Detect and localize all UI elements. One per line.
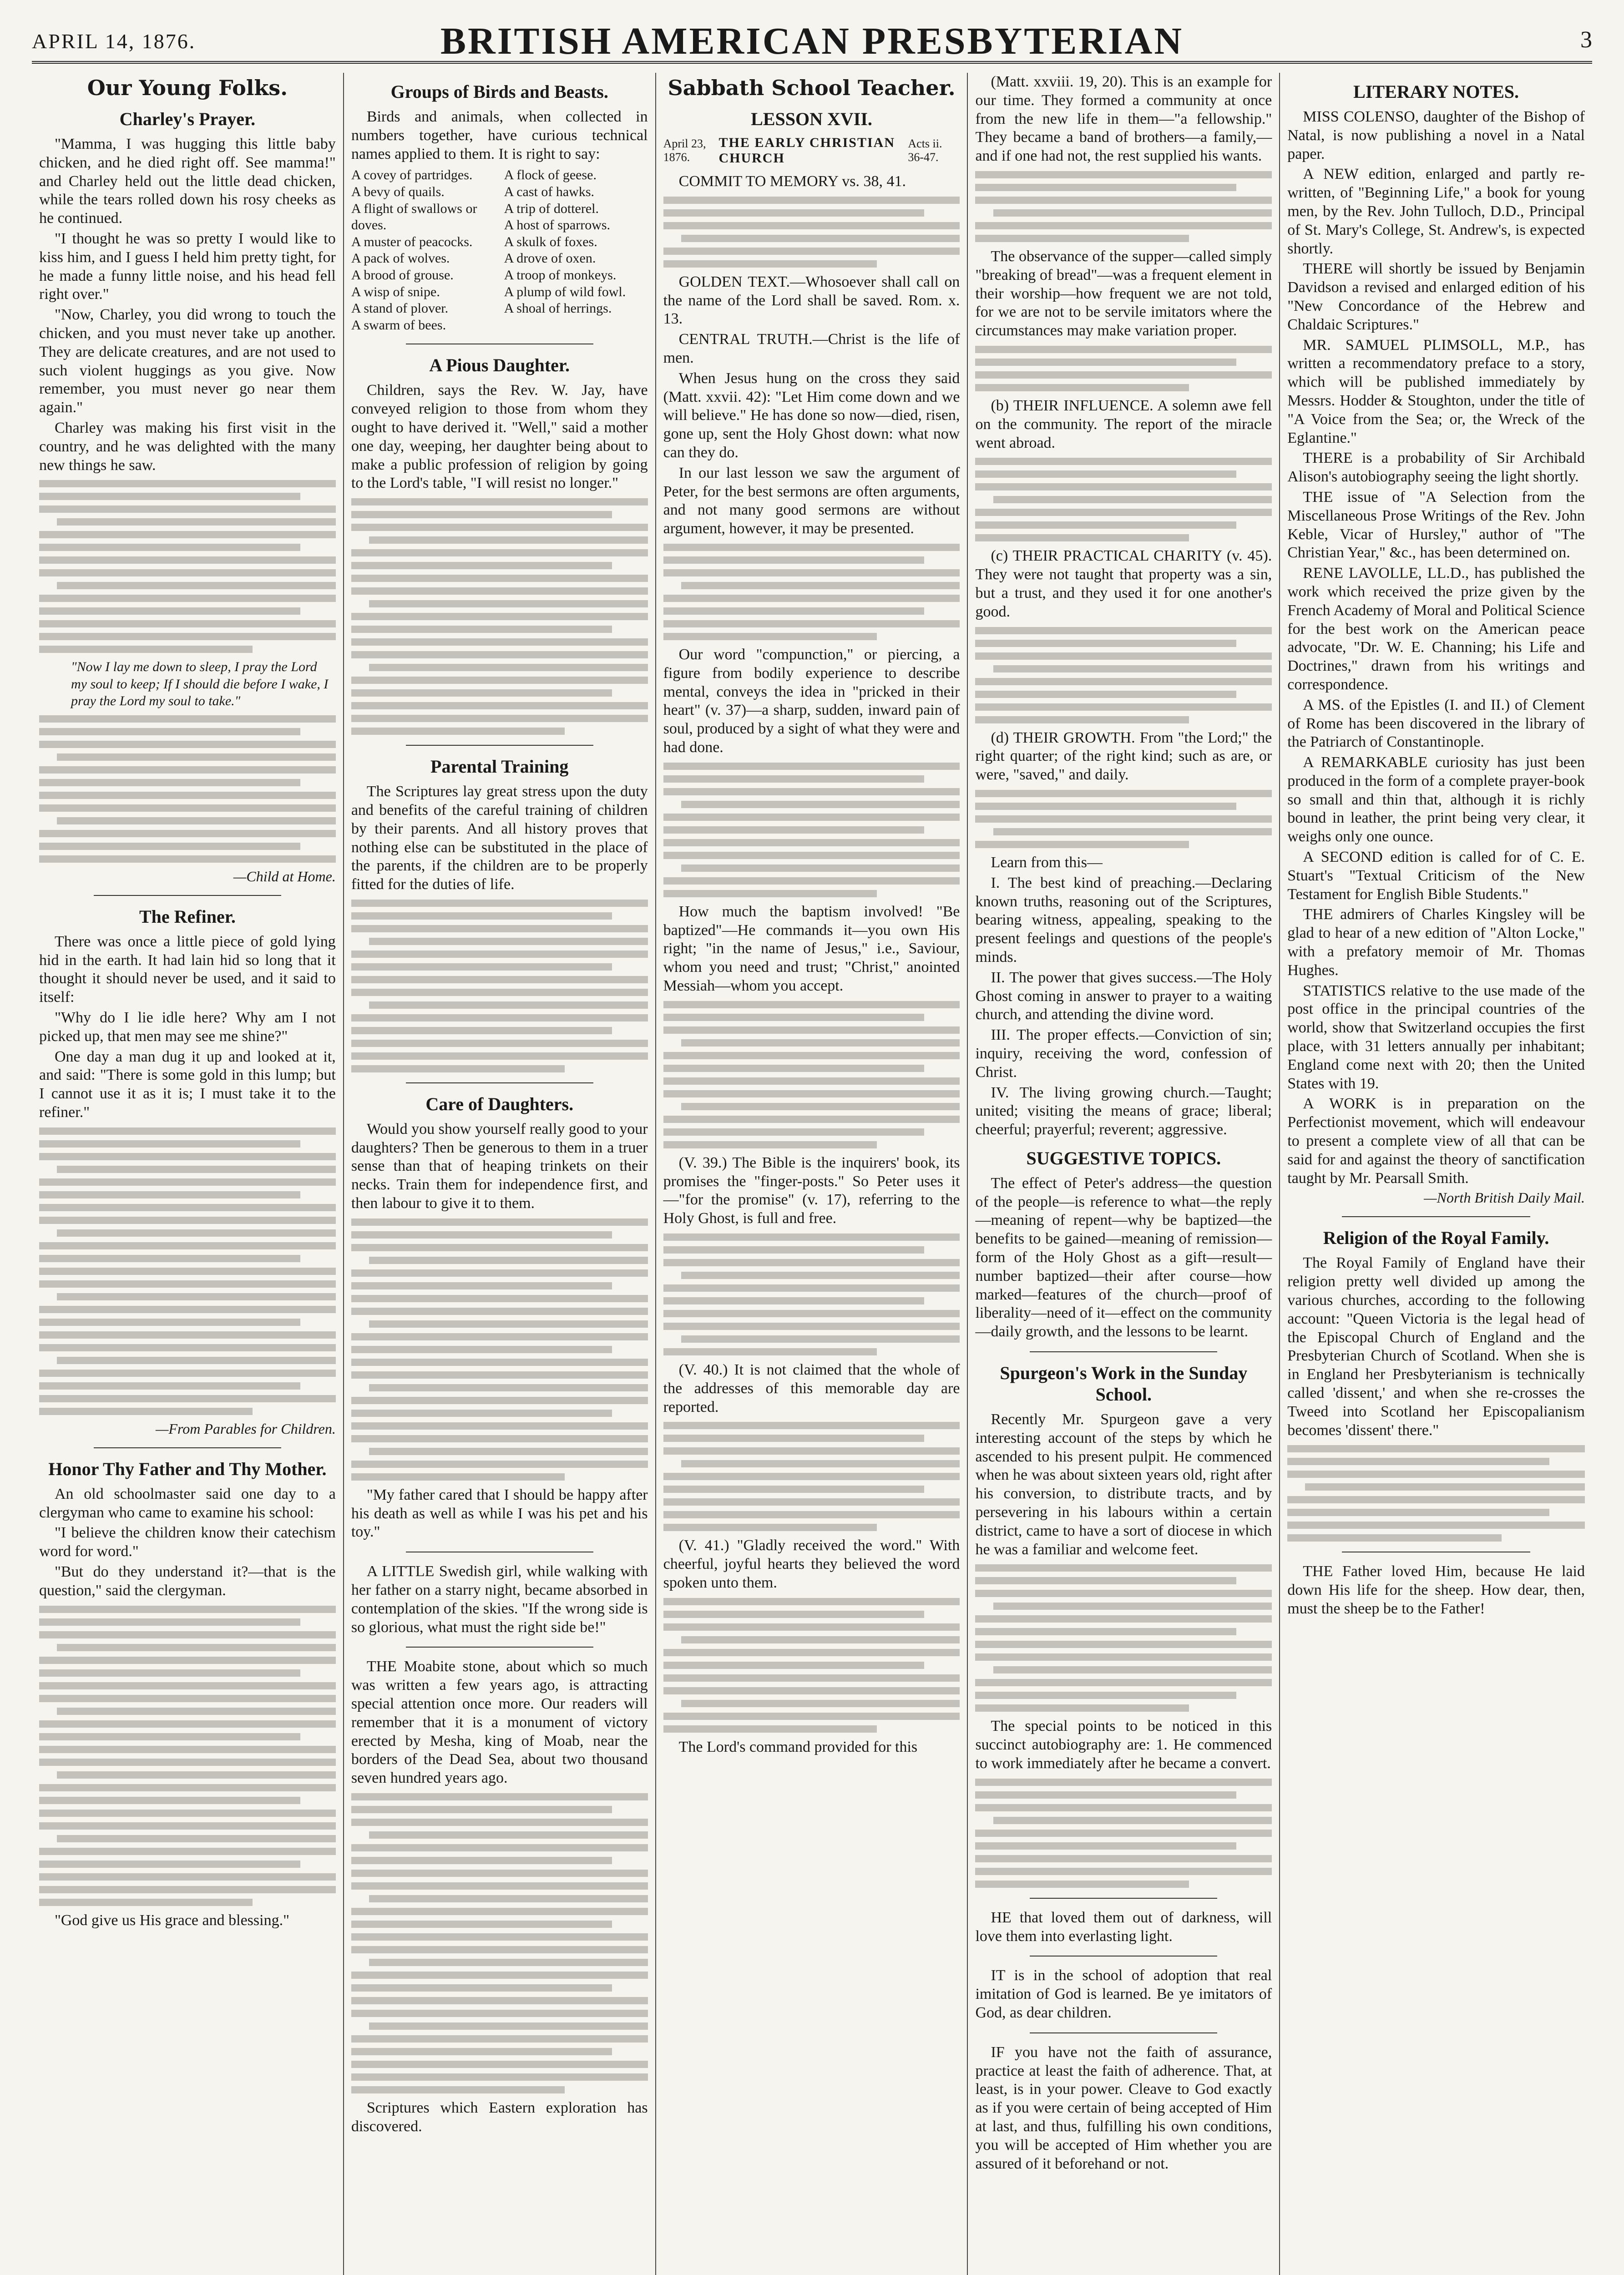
list-item: A covey of partridges. [351,167,473,183]
paragraph: STATISTICS relative to the use made of the post office in the principal countries of the world, show that Switzerland occupies the first place, with 31 letters annually per inhabitant; England come next with 20; then the United States with 19. [1287,982,1585,1092]
lesson-topic: THE EARLY CHRISTIAN CHURCH [718,135,895,166]
list-item: A drove of oxen. [504,251,596,266]
paragraph: (Matt. xxviii. 19, 20). This is an example for our time. They formed a community at once from the new life in them—"a fellowship." They became a band of brothers—a family,—and if one had not, the rest supplied his wants. [975,73,1272,165]
list-item: A shoal of herrings. [504,301,612,316]
paragraph: Charley was making his first visit in the country, and he was delighted with the many new things he saw. [39,419,336,474]
paragraph: Would you show yourself really good to your daughters? Then be generous to them in a truer sense than that of heaping trinkets on their necks. Train them for independence first, and then labour to give it to them. [351,1120,648,1212]
text-lines [975,171,1272,242]
paragraph: A MS. of the Epistles (I. and II.) of Clement of Rome has been discovered in the library of the Patriarch of Constantinople. [1287,696,1585,751]
paragraph: IV. The living growing church.—Taught; united; visiting the means of grace; liberal; cheerful; prayerful; reverent; aggressive. [975,1084,1272,1138]
paragraph: "I thought he was so pretty I would like to kiss him, and I guess I held him pretty tight, for he made a funny little noise, and his head fell right over." [39,230,336,303]
divider [1030,2032,1217,2033]
paragraph: (V. 41.) "Gladly received the word." With cheerful, joyful hearts they believed the word spoken unto them. [663,1537,960,1591]
paragraph: A NEW edition, enlarged and partly re-written, of "Beginning Life," a book for young men, by the Rev. John Tulloch, D.D., Principal of St. Mary's College, St. Andrew's, is expected shortly. [1287,166,1585,257]
column-5 [1280,73,1592,2275]
page-number: 3 [1580,27,1592,53]
newspaper-title: BRITISH AMERICAN PRESBYTERIAN [440,20,1184,62]
paragraph: II. The power that gives success.—The Holy Ghost coming in answer to prayer to a waiting church, and attending the divine word. [975,969,1272,1023]
paragraph: THE Father loved Him, because He laid down His life for the sheep. How dear, then, must the sheep be to the Father! [1287,1563,1585,1617]
article-title-birds-beasts: Groups of Birds and Beasts. [390,81,608,102]
paragraph: A WORK is in preparation on the Perfectionist movement, which will endeavour to present a complete view of all that can be said for and against the theory of sanctification taught by Mr. Pearsall Smith. [1287,1095,1585,1187]
divider [406,745,593,746]
divider [406,1082,593,1083]
column-2 [344,73,656,2275]
article-title-charleys-prayer: Charley's Prayer. [119,109,256,129]
lesson-date: April 23, 1876. [663,137,706,164]
text-lines [351,498,648,735]
article-title-honor-father: Honor Thy Father and Thy Mother. [48,1458,327,1479]
article-title-spurgeon: Spurgeon's Work in the Sunday School. [1000,1363,1248,1405]
paragraph: IF you have not the faith of assurance, practice at least the faith of adherence. That, at least, is in your power. Cleave to God exactly as if you were certain of being accepted of Him at last, and thus, fulfilling his own conditions, you will be accepted of Him whether you are assured of it beforehand or not. [975,2043,1272,2172]
text-lines [39,1127,336,1415]
suggestive-topics-heading: SUGGESTIVE TOPICS. [1026,1148,1221,1168]
divider [94,895,281,896]
paragraph: "My father cared that I should be happy after his death as well as while I was his pet and his toy." [351,1486,648,1541]
text-lines [975,458,1272,541]
column-1 [32,73,344,2275]
paragraph: Children, says the Rev. W. Jay, have conveyed religion to those from whom they ought to have derived it. "Well," said a mother one day, weeping, her daughter being about to make a public profession of religion by going to the Lord's table, "I will resist no longer." [351,382,648,492]
list-item: A bevy of quails. [351,184,445,199]
paragraph: Birds and animals, when collected in numbers together, have curious technical names applied to them. It is right to say: [351,108,648,162]
text-lines [663,1422,960,1531]
text-lines [39,715,336,863]
divider [406,1647,593,1648]
paragraph: An old schoolmaster said one day to a clergyman who came to examine his school: [39,1485,336,1521]
text-lines [975,790,1272,848]
paragraph: THERE is a probability of Sir Archibald Alison's autobiography seeing the light shortly. [1287,450,1585,485]
text-lines [663,763,960,897]
paragraph: "Mamma, I was hugging this little baby chicken, and he died right off. See mamma!" and Charley held out the little dead chicken, while the tears rolled down his rosy cheeks as he continued. [39,136,336,227]
prayer-verse: "Now I lay me down to sleep, I pray the Lord my soul to keep; If I should die before I wake, I pray the Lord my soul to take." [71,659,329,709]
list-item: A cast of hawks. [504,184,595,199]
paragraph: I. The best kind of preaching.—Declaring known truths, reasoning out of the Scriptures, bearing witness, appealing, speaking to the present feelings and questions of the people's minds. [975,874,1272,966]
list-item: A troop of monkeys. [504,267,617,283]
paragraph: THE admirers of Charles Kingsley will be glad to hear of a new edition of "Alton Locke," with a prefatory memoir of Mr. Thomas Hughes. [1287,906,1585,979]
list-item: A flock of geese. [504,167,597,183]
article-title-refiner: The Refiner. [139,906,236,927]
attribution: —Child at Home. [233,868,336,885]
list-item: A skulk of foxes. [504,234,597,249]
list-item: A plump of wild fowl. [504,284,626,299]
paragraph: RENE LAVOLLE, LL.D., has published the work which received the prize given by the French Academy of Moral and Political Science for the best work on the American peace advocate, "Dr. W. E. Channing; his Life and Doctrines," drawn from his writings and correspondence. [1287,565,1585,693]
list-item: A trip of dotterel. [504,201,599,216]
birds-list [351,167,648,334]
list-item: A muster of peacocks. [351,234,473,249]
paragraph: MISS COLENSO, daughter of the Bishop of Natal, is now publishing a novel in a Natal paper. [1287,108,1585,162]
paragraph: (V. 39.) The Bible is the inquirers' book, its promises the "finger-posts." So Peter uses it—"for the promise" (v. 17), referring to the Holy Ghost, is full and free. [663,1154,960,1227]
paragraph: CENTRAL TRUTH.—Christ is the life of men. [663,331,960,366]
paragraph: Learn from this— [991,854,1103,871]
divider [1342,1216,1530,1217]
paragraph: A SECOND edition is called for of C. E. Stuart's "Textual Criticism of the New Testament for English Bible Students." [1287,849,1585,903]
paragraph: In our last lesson we saw the argument of Peter, for the best sermons are often arguments, and not many good sermons are without argument, however, it may be presented. [663,464,960,537]
section-heading-literary-notes: LITERARY NOTES. [1353,81,1519,102]
text-lines [975,627,1272,723]
list-item: A pack of wolves. [351,251,450,266]
paragraph: "God give us His grace and blessing." [55,1911,289,1929]
paragraph: The Lord's command provided for this [678,1738,918,1755]
paragraph: "Now, Charley, you did wrong to touch the chicken, and you must never take up another. They are delicate creatures, and are not used to such violent huggings as you give. Now remember, you must never go near them again." [39,306,336,416]
text-lines [975,346,1272,391]
list-item: A stand of plover. [351,301,449,316]
section-heading-sabbath-school: Sabbath School Teacher. [668,76,956,100]
paragraph: A LITTLE Swedish girl, while walking with her father on a starry night, became absorbed in contemplation of the skies. "If the wrong side is so glorious, what must the right side be!" [351,1563,648,1636]
paragraph: "Why do I lie idle here? Why am I not picked up, that men may see me shine?" [39,1009,336,1045]
lesson-number: LESSON XVII. [751,109,872,129]
paragraph: The observance of the supper—called simply "breaking of bread"—was a frequent element in their worship—how frequent we are not told, for we are not to be servile imitators where the circumstances may make variation proper. [975,248,1272,339]
text-lines [39,1606,336,1906]
paragraph: The special points to be noticed in this succinct autobiography are: 1. He commenced to work immediately after he became a convert. [975,1718,1272,1772]
paragraph: MR. SAMUEL PLIMSOLL, M.P., has written a recommendatory preface to a story, which will be published immediately by Messrs. Hodder & Stoughton, under the title of "A Voice from the Sea; or, the Wreck of the Eglantine." [1287,336,1585,446]
paragraph: (b) THEIR INFLUENCE. A solemn awe fell on the community. The report of the miracle went abroad. [975,397,1272,451]
article-title-pious-daughter: A Pious Daughter. [429,355,570,376]
paragraph: (d) THEIR GROWTH. From "the Lord;" the right quarter; of the right kind; such as are, or were, "saved," and daily. [975,729,1272,784]
paragraph: III. The proper effects.—Conviction of sin; inquiry, receiving the word, confession of Christ. [975,1026,1272,1081]
paragraph: (c) THEIR PRACTICAL CHARITY (v. 45). They were not taught that property was a sin, but a trust, and they used it for one another's good. [975,547,1272,620]
paragraph: The effect of Peter's address—the question of the people—is reference to what—the reply—meaning of repent—why be baptized—the benefits to be gained—meaning of remission—form of the Holy Ghost as a gift—result—number baptized—their after course—how marked—features of the church—proof of liberality—need of it—effect on the community—daily growth, and the lessons to be learnt. [975,1174,1272,1340]
list-item: A flight of swallows or doves. [351,201,477,233]
attribution: —From Parables for Children. [155,1420,336,1437]
list-item: A brood of grouse. [351,267,454,283]
birds-list-right [504,167,648,334]
paragraph: How much the baptism involved! "Be baptized"—He commands it—you own His right; "in the name of Jesus," i.e., Saviour, whom you need and trust; "Christ," anointed Messiah—whom you accept. [663,903,960,994]
issue-date: APRIL 14, 1876. [32,30,196,53]
paragraph: COMMIT TO MEMORY vs. 38, 41. [678,173,906,190]
list-item: A swarm of bees. [351,317,446,333]
section-heading-young-folks: Our Young Folks. [87,76,288,100]
paragraph: One day a man dug it up and looked at it, and said: "There is some gold in this lump; but I cannot use it as it is; I must take it to the refiner." [39,1048,336,1121]
list-item: A host of sparrows. [504,217,611,233]
text-lines [663,1234,960,1355]
text-lines [1287,1445,1585,1542]
list-item: A wisp of snipe. [351,284,440,299]
paragraph: THE Moabite stone, about which so much was written a few years ago, is attracting special attention once more. Our readers will remember that it is a monument of victory erected by Mesha, king of Moab, near the borders of the Dead Sea, about two thousand seven hundred years ago. [351,1658,648,1787]
text-lines [663,1598,960,1733]
lesson-reference: Acts ii. 36-47. [908,137,942,164]
paragraph: IT is in the school of adoption that real imitation of God is learned. Be ye imitators of God, as dear children. [975,1967,1272,2022]
text-lines [663,1001,960,1148]
paragraph: THERE will shortly be issued by Benjamin Davidson a revised and enlarged edition of his "New Concordance of the Hebrew and Chaldaic Scriptures." [1287,260,1585,333]
attribution: —North British Daily Mail. [1424,1189,1585,1206]
divider [94,1447,281,1448]
paragraph: Scriptures which Eastern exploration has discovered. [351,2099,648,2135]
paragraph: When Jesus hung on the cross they said (Matt. xxvii. 42): "Let Him come down and we will believe." He has done so now—died, risen, gone up, sent the Holy Ghost down: what now can they do. [663,369,960,461]
paragraph: HE that loved them out of darkness, will love them into everlasting light. [975,1909,1272,1945]
lesson-header [663,135,960,166]
divider [1030,1351,1217,1352]
column-3 [656,73,968,2275]
text-lines [351,1218,648,1481]
text-lines [663,197,960,268]
paragraph: The Royal Family of England have their religion pretty well divided up among the various churches, according to the following account: "Queen Victoria is the legal head of the Episcopal Church of England and the Presbyterian Church of Scotland. When she is in England her Presbyterianism is technically called 'dissent,' and when she re-crosses the Tweed into Scotland her Episcopalianism becomes 'dissent' there." [1287,1254,1585,1439]
text-lines [351,1793,648,2093]
paragraph: There was once a little piece of gold lying hid in the earth. It had lain hid so long that it thought it should never be used, and it said to itself: [39,933,336,1006]
paragraph: "I believe the children know their catechism word for word." [39,1524,336,1560]
column-4 [968,73,1280,2275]
paragraph: Our word "compunction," or piercing, a figure from bodily experience to describe mental, conveys the idea in "pricked in their heart" (v. 37)—a sharp, sudden, inward pain of soul, produced by a sight of what they were and had done. [663,646,960,756]
text-lines [975,1779,1272,1888]
article-title-royal-religion: Religion of the Royal Family. [1323,1228,1549,1249]
paragraph: Recently Mr. Spurgeon gave a very interesting account of the steps by which he ascended to his present pulpit. He commenced when he was about sixteen years old, right after his conversion, to distribute tracts, and by persevering in his labours within a certain district, came to have a sort of diocese in which he was a familiar and welcome feet. [975,1411,1272,1558]
paragraph: A REMARKABLE curiosity has just been produced in the form of a complete prayer-book so small and thin that, although it is richly bound in leather, the print being very clear, it weighs only one ounce. [1287,754,1585,845]
columns [32,73,1592,2275]
article-title-care-of-daughters: Care of Daughters. [425,1093,574,1114]
text-lines [351,900,648,1072]
text-lines [975,1564,1272,1712]
paragraph: The Scriptures lay great stress upon the duty and benefits of the careful training of children by their parents. And all history proves that nothing else can be substituted in the place of the parents, if the children are to be properly fitted for the duties of life. [351,783,648,893]
paragraph: "But do they understand it?—that is the question," said the clergyman. [39,1563,336,1599]
birds-list-left [351,167,495,334]
paragraph: THE issue of "A Selection from the Miscellaneous Prose Writings of the Rev. John Keble, Vicar of Hursley," author of "The Christian Year," &c., has been determined on. [1287,488,1585,561]
article-title-parental-training: Parental Training [430,756,569,777]
paragraph: GOLDEN TEXT.—Whosoever shall call on the name of the Lord shall be saved. Rom. x. 13. [663,273,960,328]
divider [1030,1898,1217,1899]
paragraph: (V. 40.) It is not claimed that the whole of the addresses of this memorable day are reported. [663,1361,960,1416]
text-lines [39,480,336,653]
text-lines [663,544,960,640]
masthead [32,11,1592,64]
